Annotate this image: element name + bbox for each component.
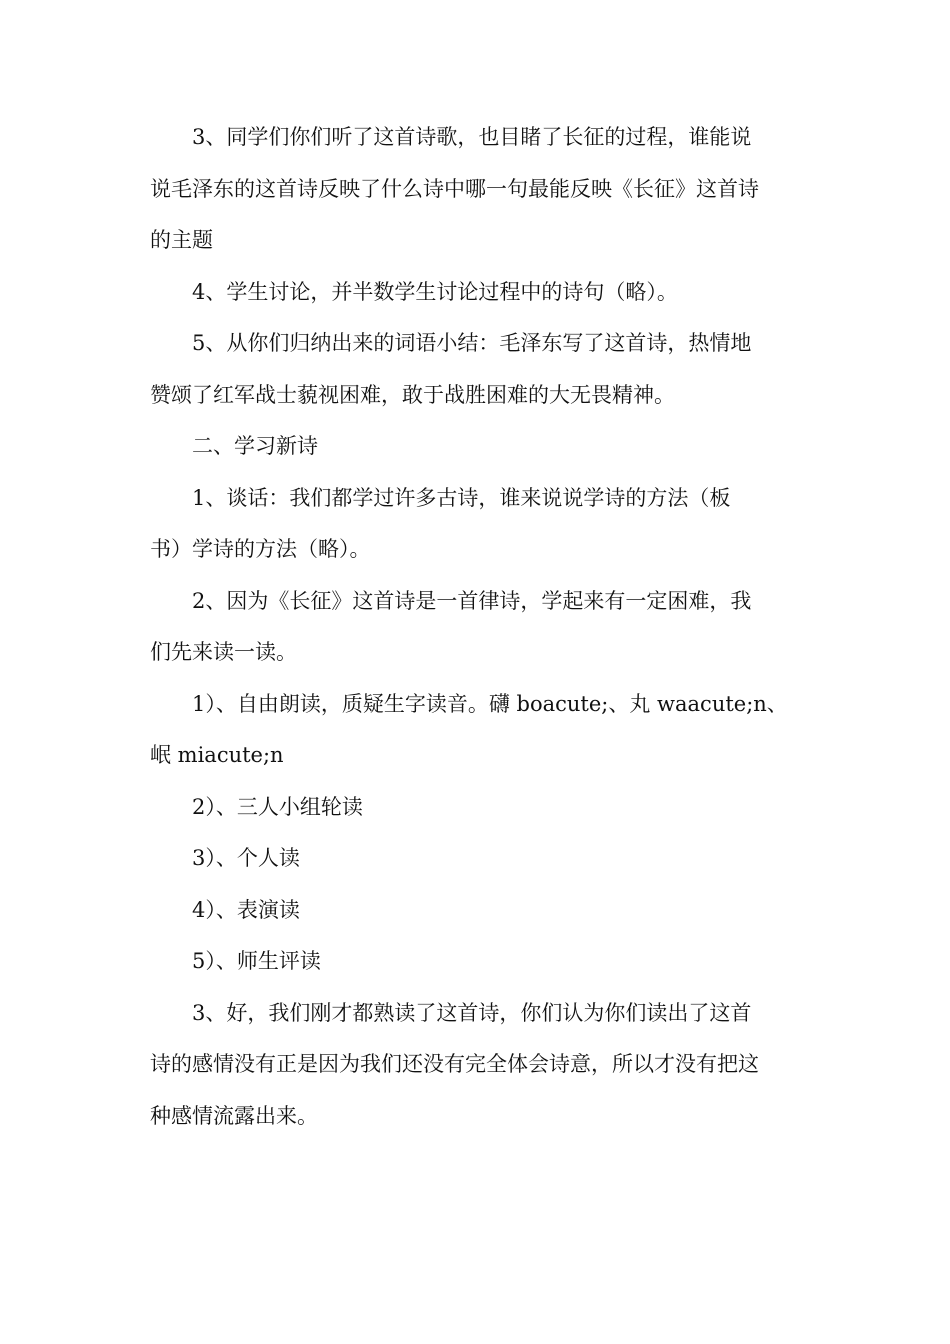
- document-body: [150, 112, 800, 1142]
- paragraph-summary-5: [150, 318, 800, 421]
- text-line: 4、学生讨论，并半数学生讨论过程中的诗句（略）。: [192, 279, 678, 304]
- text-line: 2）、三人小组轮读: [192, 794, 363, 819]
- text-line: 1）、自由朗读，质疑生字读音。礴 boacute;、丸 waacute;n、: [192, 691, 788, 716]
- paragraph-step-4-performance-reading: [150, 885, 800, 937]
- text-line: 赞颂了红军战士藐视困难，敢于战胜困难的大无畏精神。: [150, 382, 675, 407]
- paragraph-step-5-review-reading: [150, 936, 800, 988]
- text-line: 的主题: [150, 228, 213, 252]
- text-line: 种感情流露出来。: [150, 1103, 318, 1128]
- paragraph-feeling-3: [150, 988, 800, 1143]
- text-line: 4）、表演读: [192, 897, 300, 922]
- text-line: 们先来读一读。: [150, 640, 297, 664]
- paragraph-step-1-free-reading: [150, 679, 800, 782]
- section-heading-learn-new-poem: [150, 421, 800, 473]
- text-line: 3、同学们你们听了这首诗歌，也目睹了长征的过程，谁能说: [192, 125, 752, 149]
- paragraph-step-2-group-reading: [150, 782, 800, 834]
- paragraph-talk-1: [150, 473, 800, 576]
- paragraph-discussion-4: [150, 267, 800, 319]
- text-line: 岷 miacute;n: [150, 743, 284, 767]
- paragraph-question-3: [150, 112, 800, 267]
- paragraph-read-2: [150, 576, 800, 679]
- text-line: 2、因为《长征》这首诗是一首律诗，学起来有一定困难，我: [192, 588, 752, 613]
- text-line: 诗的感情没有正是因为我们还没有完全体会诗意，所以才没有把这: [150, 1052, 759, 1076]
- text-line: 1、谈话：我们都学过许多古诗，谁来说说学诗的方法（板: [192, 485, 731, 510]
- text-line: 5、从你们归纳出来的词语小结：毛泽东写了这首诗，热情地: [192, 331, 752, 355]
- paragraph-step-3-individual-reading: [150, 833, 800, 885]
- text-line: 3）、个人读: [192, 846, 300, 870]
- text-line: 3、好，我们刚才都熟读了这首诗，你们认为你们读出了这首: [192, 1000, 752, 1025]
- text-line: 说毛泽东的这首诗反映了什么诗中哪一句最能反映《长征》这首诗: [150, 176, 759, 201]
- text-line: 5）、师生评读: [192, 949, 321, 973]
- text-line: 二、学习新诗: [192, 434, 318, 458]
- text-line: 书）学诗的方法（略）。: [150, 537, 371, 561]
